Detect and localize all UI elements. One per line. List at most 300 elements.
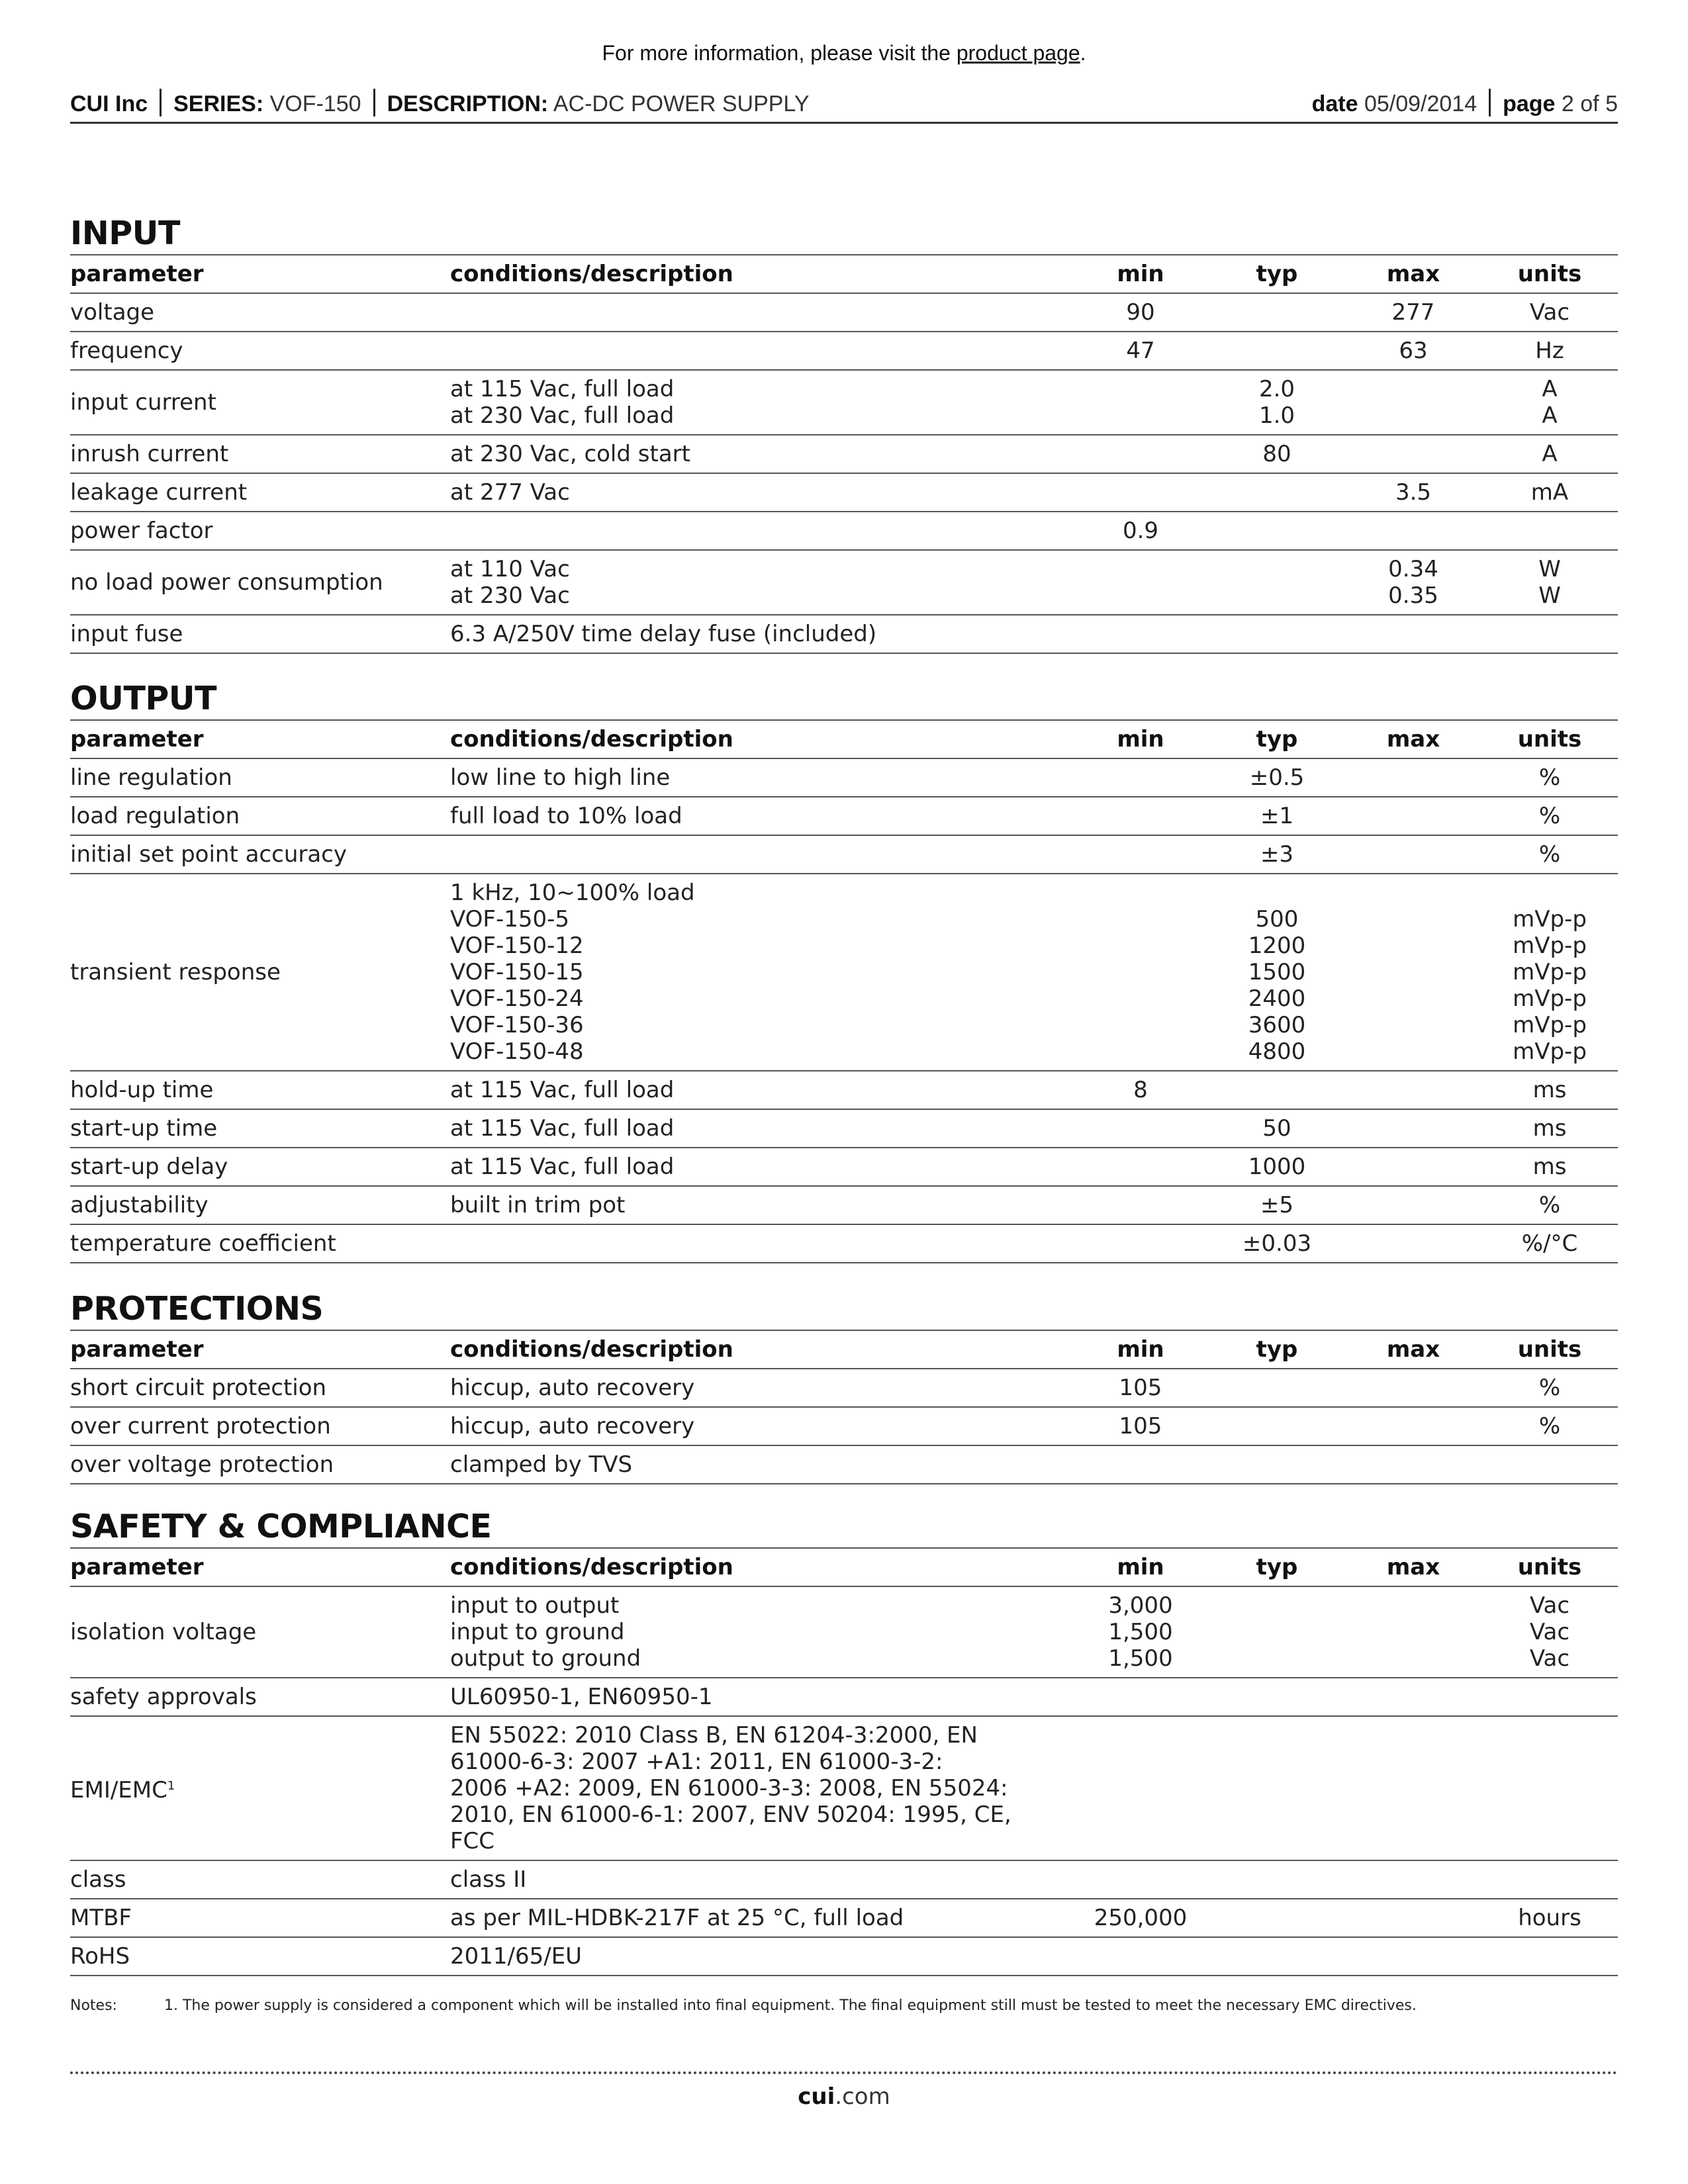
footer-brand[interactable]: cui [798,2083,835,2110]
cell-typ [1209,370,1345,435]
column-header-max: max [1386,1554,1440,1580]
cell-text: over voltage protection [70,1451,334,1478]
cell-max [1345,1445,1481,1484]
cell-typ [1209,332,1345,370]
cell-min [1072,758,1209,797]
cell-text: 250,000 [1094,1905,1188,1931]
table-row [70,1407,1618,1445]
cell-parameter [70,512,450,550]
cell-text: 1000 [1248,1154,1306,1180]
column-header-units: units [1517,1336,1582,1363]
cell-min [1072,1186,1209,1224]
table-row [70,1109,1618,1148]
cell-text: 6.3 A/250V time delay fuse (included) [450,621,877,647]
safety-section [70,1506,1618,1976]
cell-text: ±0.03 [1242,1230,1312,1257]
column-header-min: min [1117,1336,1164,1363]
table-row [70,758,1618,797]
cell-max [1345,1369,1481,1407]
cell-text: 8 [1133,1077,1148,1103]
cell-max [1345,550,1481,615]
table-row [70,1716,1618,1860]
cell-conditions [450,473,1072,512]
cell-typ [1209,874,1345,1071]
output-table [70,721,1618,1263]
cell-text: frequency [70,338,183,364]
cell-parameter [70,758,450,797]
cell-typ [1209,473,1345,512]
cell-text: no load power consumption [70,569,383,596]
cell-parameter [70,1445,450,1484]
table-row [70,874,1618,1071]
cell-typ [1209,1445,1345,1484]
cell-typ [1209,835,1345,874]
table-row [70,615,1618,653]
cell-text: hold-up time [70,1077,214,1103]
table-row [70,435,1618,473]
cell-parameter [70,797,450,835]
cell-text: ±0.5 [1249,764,1305,791]
cell-parameter [70,1586,450,1678]
table-row [70,1186,1618,1224]
cell-units [1481,512,1618,550]
cell-min [1072,1899,1209,1937]
cell-typ [1209,1860,1345,1899]
cell-units [1481,1071,1618,1109]
cell-units [1481,1899,1618,1937]
column-header-parameter: parameter [70,726,204,752]
cell-text: ms [1532,1077,1567,1103]
cell-text: at 110 Vac at 230 Vac [450,556,570,609]
cell-min [1072,512,1209,550]
table-row [70,473,1618,512]
cell-units [1481,550,1618,615]
cell-max [1345,293,1481,332]
cell-units [1481,1224,1618,1263]
cell-conditions [450,1407,1072,1445]
cell-text: at 115 Vac, full load [450,1077,675,1103]
cell-typ [1209,1109,1345,1148]
cell-text: 105 [1119,1375,1162,1401]
cell-text: A [1542,441,1558,467]
cell-conditions [450,615,1072,653]
table-header-row [70,1549,1618,1586]
cell-text: MTBF [70,1905,132,1931]
cell-typ [1209,1186,1345,1224]
column-header-max: max [1386,726,1440,752]
section-title: PROTECTIONS [70,1289,1618,1331]
column-header-min: min [1117,261,1164,287]
cell-text: input current [70,389,216,416]
cell-min [1072,1860,1209,1899]
cell-max [1345,1860,1481,1899]
cell-text: EN 55022: 2010 Class B, EN 61204-3:2000, EN 61000-6-3: 2007 +A1: 2011, EN 61000-3-2: 2006 +A2: 2009, EN 61000-3-3: 2008, EN 55024: 2010, EN 61000-6-1: 2007, ENV 50204: 1995, CE, FCC [450,1722,1011,1854]
cell-text: power factor [70,518,213,544]
cell-typ [1209,1586,1345,1678]
table-row [70,835,1618,874]
cell-text: % [1538,841,1561,868]
cell-min [1072,874,1209,1071]
cell-units [1481,835,1618,874]
header-divider [373,89,375,116]
table-row [70,550,1618,615]
page-header [70,86,1618,124]
table-row [70,1071,1618,1109]
cell-typ [1209,758,1345,797]
cell-parameter [70,550,450,615]
cell-parameter [70,1109,450,1148]
column-header-max: max [1386,261,1440,287]
cell-typ [1209,1937,1345,1976]
cell-max [1345,435,1481,473]
table-header-row [70,255,1618,293]
cell-text: A A [1542,376,1558,429]
cell-text: hiccup, auto recovery [450,1413,695,1439]
cell-text: safety approvals [70,1684,257,1710]
protections-table [70,1331,1618,1484]
cell-text: transient response [70,959,281,985]
cell-text: adjustability [70,1192,209,1218]
cell-max [1345,1071,1481,1109]
cell-max [1345,1186,1481,1224]
table-row [70,1445,1618,1484]
cell-units [1481,293,1618,332]
cell-max [1345,332,1481,370]
cell-text: % [1538,803,1561,829]
cell-typ [1209,1224,1345,1263]
input-section [70,213,1618,654]
cell-units [1481,1186,1618,1224]
cell-text: inrush current [70,441,229,467]
cell-min [1072,1678,1209,1716]
note-item: 1. The power supply is considered a component which will be installed into final equipment. The final equipment still must be tested to meet the necessary EMC directives. [164,1997,1417,2014]
cell-units [1481,473,1618,512]
section-title: SAFETY & COMPLIANCE [70,1506,1618,1549]
table-row [70,1678,1618,1716]
column-header-conditions: conditions/description [450,261,733,287]
cell-conditions [450,550,1072,615]
cell-max [1345,512,1481,550]
cell-min [1072,1224,1209,1263]
cell-text: 90 [1126,299,1155,326]
column-header-parameter: parameter [70,261,204,287]
cell-conditions [450,512,1072,550]
footer-domain[interactable]: .com [835,2083,890,2110]
cell-units [1481,1716,1618,1860]
cell-conditions [450,835,1072,874]
cell-text: RoHS [70,1943,130,1970]
cell-text: start-up time [70,1115,218,1142]
cell-min [1072,435,1209,473]
cell-text: 50 [1262,1115,1291,1142]
cell-parameter [70,1369,450,1407]
cell-min [1072,1937,1209,1976]
cell-text: 0.34 0.35 [1388,556,1438,609]
cell-text: ms [1532,1115,1567,1142]
note-text: For more information, please visit the [602,41,957,65]
cell-max [1345,1407,1481,1445]
cell-conditions [450,293,1072,332]
cell-parameter [70,615,450,653]
cell-typ [1209,293,1345,332]
cell-conditions [450,1369,1072,1407]
cell-text: short circuit protection [70,1375,327,1401]
cell-text: ±1 [1260,803,1294,829]
table-row [70,512,1618,550]
description-value: AC-DC POWER SUPPLY [553,91,810,116]
cell-max [1345,835,1481,874]
series-label: SERIES: [173,91,264,116]
cell-text: mA [1530,479,1569,506]
cell-conditions [450,1445,1072,1484]
cell-text: 1 kHz, 10~100% load VOF-150-5 VOF-150-12 VOF-150-15 VOF-150-24 VOF-150-36 VOF-150-48 [450,880,695,1065]
cell-text: input fuse [70,621,183,647]
cell-text: Vac Vac Vac [1529,1592,1570,1672]
cell-parameter [70,332,450,370]
column-header-max: max [1386,1336,1440,1363]
series-value: VOF-150 [269,91,361,116]
table-row [70,1860,1618,1899]
safety-table [70,1549,1618,1976]
cell-typ [1209,550,1345,615]
cell-min [1072,1369,1209,1407]
cell-min [1072,473,1209,512]
table-row [70,293,1618,332]
header-divider [160,89,162,116]
protections-section [70,1289,1618,1484]
cell-min [1072,1586,1209,1678]
table-row [70,1224,1618,1263]
page-number: 2 of 5 [1561,91,1618,116]
cell-text: ±3 [1260,841,1294,868]
cell-max [1345,1899,1481,1937]
table-row [70,1586,1618,1678]
cell-typ [1209,1716,1345,1860]
cell-conditions [450,1678,1072,1716]
table-header-row [70,721,1618,758]
cell-min [1072,1148,1209,1186]
table-header-row [70,1331,1618,1369]
cell-parameter [70,1937,450,1976]
column-header-parameter: parameter [70,1554,204,1580]
cell-conditions [450,1937,1072,1976]
cell-units [1481,758,1618,797]
cell-min [1072,615,1209,653]
cell-text: built in trim pot [450,1192,626,1218]
cell-min [1072,550,1209,615]
cell-units [1481,1586,1618,1678]
date-label: date [1311,91,1358,116]
cell-text: full load to 10% load [450,803,682,829]
table-row [70,1899,1618,1937]
cell-units [1481,1937,1618,1976]
cell-conditions [450,1071,1072,1109]
cell-text: 3,000 1,500 1,500 [1108,1592,1173,1672]
cell-typ [1209,435,1345,473]
table-row [70,1937,1618,1976]
cell-text: Hz [1535,338,1564,364]
column-header-min: min [1117,1554,1164,1580]
table-row [70,370,1618,435]
cell-units [1481,1445,1618,1484]
cell-min [1072,293,1209,332]
cell-text: EMI/EMC [70,1777,167,1803]
date-value: 05/09/2014 [1364,91,1477,116]
column-header-typ: typ [1256,726,1298,752]
cell-parameter [70,835,450,874]
cell-parameter [70,1678,450,1716]
column-header-parameter: parameter [70,1336,204,1363]
cell-text: isolation voltage [70,1619,257,1645]
cell-parameter [70,874,450,1071]
cell-min [1072,835,1209,874]
input-table [70,255,1618,654]
cell-parameter [70,1407,450,1445]
cell-text: 47 [1126,338,1155,364]
cell-parameter [70,473,450,512]
cell-parameter [70,1186,450,1224]
cell-parameter [70,1224,450,1263]
cell-conditions [450,874,1072,1071]
cell-max [1345,758,1481,797]
column-header-units: units [1517,1554,1582,1580]
section-title: INPUT [70,213,1618,255]
cell-parameter [70,435,450,473]
cell-max [1345,1586,1481,1678]
column-header-units: units [1517,726,1582,752]
cell-conditions [450,435,1072,473]
cell-min [1072,1071,1209,1109]
cell-parameter [70,293,450,332]
cell-typ [1209,1678,1345,1716]
cell-text: start-up delay [70,1154,228,1180]
cell-conditions [450,1899,1072,1937]
description-label: DESCRIPTION: [387,91,549,116]
cell-text: W W [1538,556,1561,609]
cell-text: 80 [1262,441,1291,467]
cell-text: hiccup, auto recovery [450,1375,695,1401]
cell-text: ms [1532,1154,1567,1180]
cell-text: Vac [1529,299,1570,326]
cell-units [1481,1860,1618,1899]
footer [0,2083,1688,2110]
table-row [70,1369,1618,1407]
cell-max [1345,615,1481,653]
product-page-link[interactable]: product page [956,41,1080,65]
cell-text: 2011/65/EU [450,1943,583,1970]
cell-parameter [70,1071,450,1109]
cell-units [1481,615,1618,653]
cell-text: at 115 Vac, full load at 230 Vac, full load [450,376,675,429]
cell-units [1481,332,1618,370]
cell-text: input to output input to ground output to ground [450,1592,641,1672]
cell-text: 2.0 1.0 [1258,376,1295,429]
cell-typ [1209,1071,1345,1109]
cell-max [1345,1678,1481,1716]
cell-max [1345,1148,1481,1186]
cell-text: voltage [70,299,155,326]
cell-typ [1209,615,1345,653]
cell-text: over current protection [70,1413,331,1439]
cell-units [1481,370,1618,435]
cell-text: 0.9 [1122,518,1159,544]
header-divider [1489,89,1491,116]
cell-text: leakage current [70,479,248,506]
cell-max [1345,797,1481,835]
column-header-conditions: conditions/description [450,726,733,752]
cell-text: load regulation [70,803,240,829]
cell-min [1072,1716,1209,1860]
cell-units [1481,1109,1618,1148]
cell-typ [1209,512,1345,550]
cell-typ [1209,797,1345,835]
cell-min [1072,332,1209,370]
product-page-note [0,41,1688,66]
column-header-min: min [1117,726,1164,752]
cell-units [1481,435,1618,473]
cell-min [1072,1407,1209,1445]
company-name: CUI Inc [70,91,148,116]
cell-conditions [450,1186,1072,1224]
notes-label: Notes: [70,1997,117,2014]
cell-min [1072,1109,1209,1148]
cell-text: % [1538,1192,1561,1218]
cell-text: class II [450,1866,527,1893]
table-row [70,797,1618,835]
column-header-typ: typ [1256,1336,1298,1363]
cell-max [1345,370,1481,435]
cell-typ [1209,1899,1345,1937]
cell-parameter [70,1716,450,1860]
cell-parameter [70,1860,450,1899]
cell-text: 500 1200 1500 2400 3600 4800 [1248,906,1306,1065]
cell-text: initial set point accuracy [70,841,347,868]
cell-text: 3.5 [1395,479,1432,506]
cell-text: clamped by TVS [450,1451,633,1478]
column-header-typ: typ [1256,1554,1298,1580]
cell-conditions [450,1586,1072,1678]
cell-text: at 230 Vac, cold start [450,441,690,467]
cell-text: 277 [1391,299,1435,326]
cell-max [1345,1716,1481,1860]
cell-units [1481,1407,1618,1445]
cell-max [1345,1937,1481,1976]
cell-text: 63 [1399,338,1428,364]
footnote-marker: 1 [167,1779,175,1793]
cell-typ [1209,1369,1345,1407]
cell-text: hours [1518,1905,1581,1931]
output-section [70,678,1618,1263]
column-header-typ: typ [1256,261,1298,287]
cell-text: %/°C [1521,1230,1578,1257]
cell-text: ±5 [1260,1192,1294,1218]
cell-conditions [450,1860,1072,1899]
cell-text: at 115 Vac, full load [450,1115,675,1142]
cell-conditions [450,370,1072,435]
cell-parameter [70,1899,450,1937]
page-label: page [1503,91,1556,116]
cell-text: line regulation [70,764,232,791]
cell-parameter [70,1148,450,1186]
cell-conditions [450,1716,1072,1860]
column-header-conditions: conditions/description [450,1336,733,1363]
cell-max [1345,1109,1481,1148]
cell-conditions [450,797,1072,835]
cell-conditions [450,758,1072,797]
cell-text: at 115 Vac, full load [450,1154,675,1180]
cell-max [1345,874,1481,1071]
cell-text: % [1538,764,1561,791]
